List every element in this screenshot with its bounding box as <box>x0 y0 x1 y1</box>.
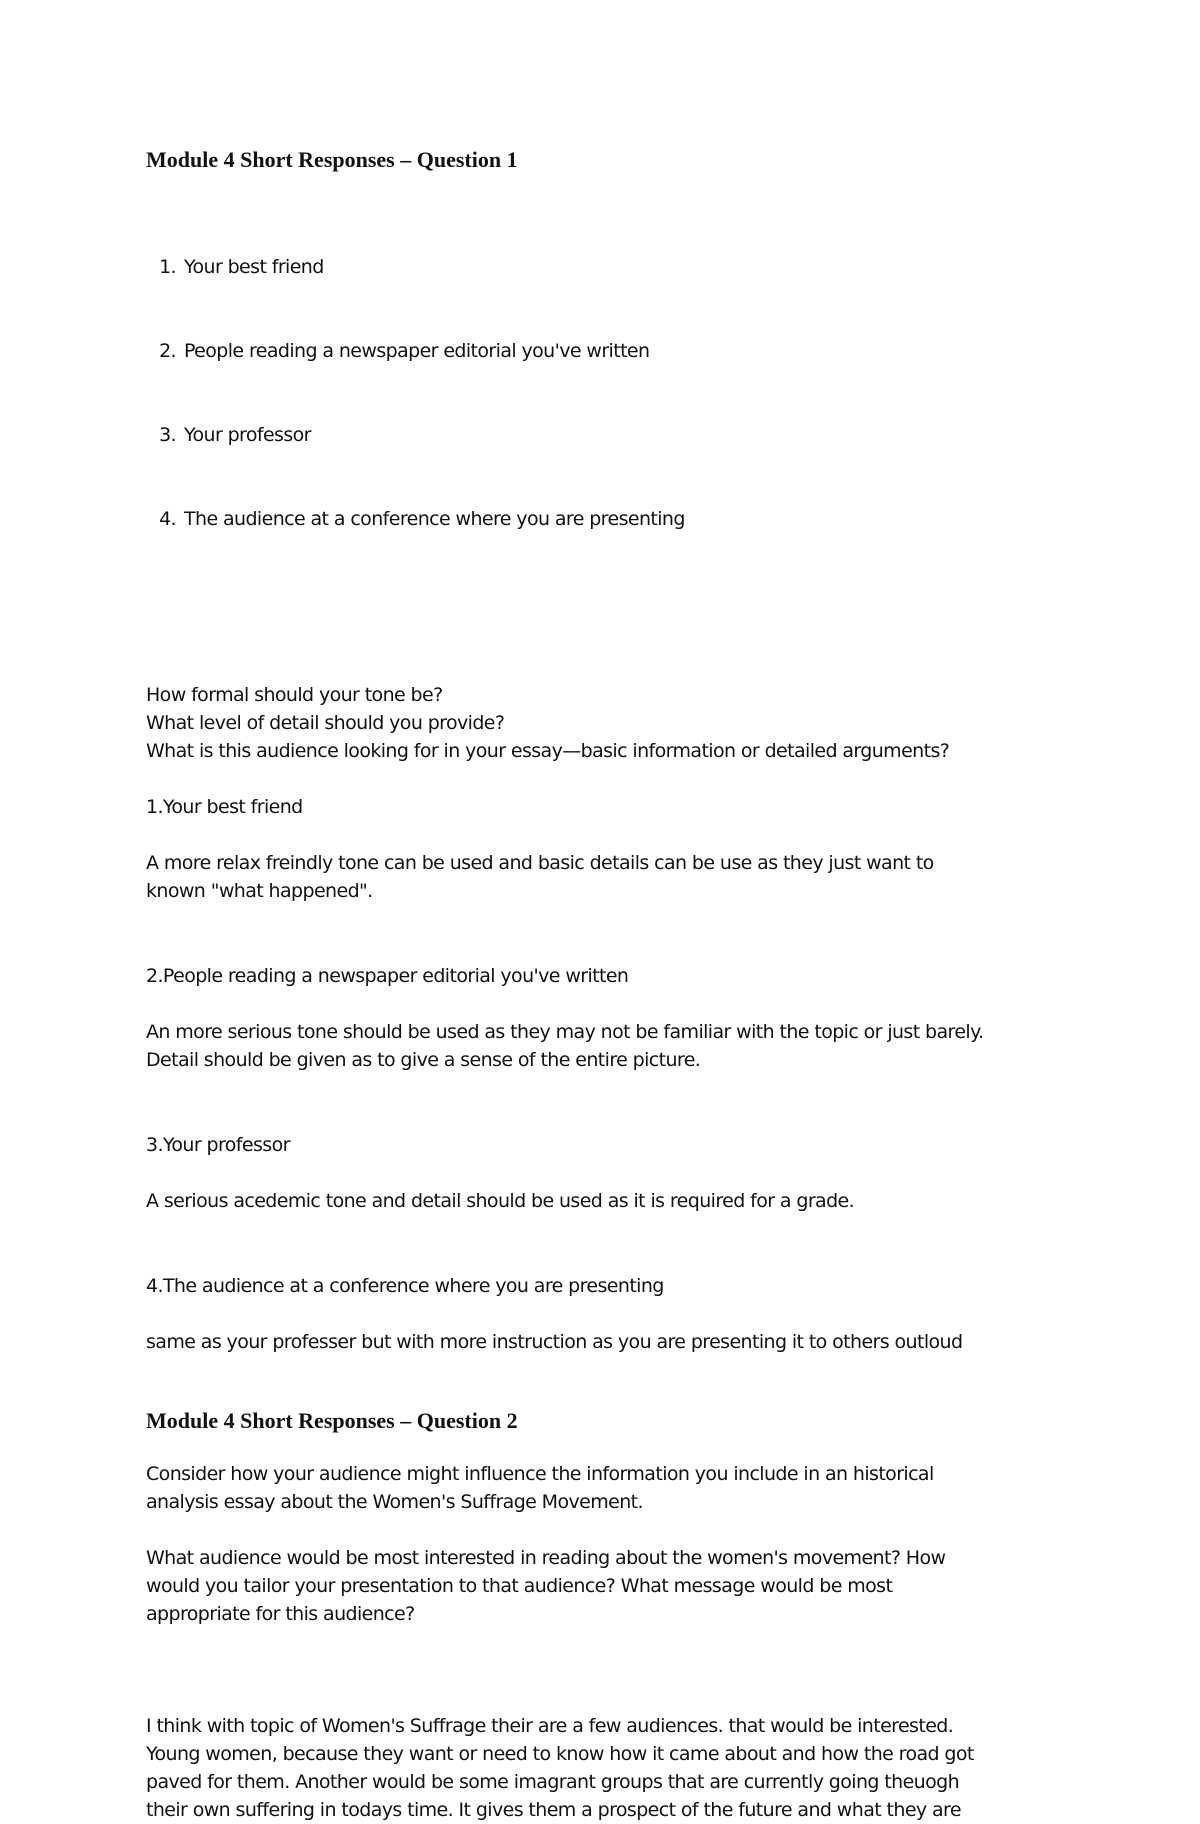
question-2-answer <box>146 1712 1086 1824</box>
question-line: appropriate for this audience? <box>146 1603 415 1625</box>
answer-line: A more relax freindly tone can be used and basic details can be use as they just want to <box>146 852 934 874</box>
prompt-line: analysis essay about the Women's Suffrage Movement. <box>146 1491 643 1513</box>
question-2-heading: Module 4 Short Responses – Question 2 <box>146 1408 518 1433</box>
list-item <box>146 505 1086 533</box>
answer-title: 4.The audience at a conference where you are presenting <box>146 1275 664 1297</box>
guiding-question: How formal should your tone be? <box>146 684 443 706</box>
question-1-heading: Module 4 Short Responses – Question 1 <box>146 147 518 172</box>
answer-line: Young women, because they want or need to know how it came about and how the road got <box>146 1743 974 1765</box>
answer-line: A serious acedemic tone and detail should be used as it is required for a grade. <box>146 1190 855 1212</box>
answer-line: An more serious tone should be used as they may not be familiar with the topic or just barely. <box>146 1021 984 1043</box>
prompt-line: Consider how your audience might influence the information you include in an historical <box>146 1463 934 1485</box>
question-line: would you tailor your presentation to that audience? What message would be most <box>146 1575 893 1597</box>
list-item-text: Your best friend <box>184 256 324 278</box>
answer-text <box>146 1018 1086 1074</box>
guiding-questions <box>146 681 1086 765</box>
question-2-questions <box>146 1544 1086 1628</box>
guiding-question: What is this audience looking for in your essay—basic information or detailed arguments? <box>146 740 950 762</box>
answer-line: known "what happened". <box>146 880 373 902</box>
list-item-text: People reading a newspaper editorial you've written <box>184 340 650 362</box>
audience-list <box>146 197 1086 589</box>
list-item-text: The audience at a conference where you are presenting <box>184 508 685 530</box>
list-item <box>146 421 1086 449</box>
answer-text <box>146 1328 1086 1356</box>
list-item-number: 3. <box>159 424 176 446</box>
list-item-number: 2. <box>159 340 176 362</box>
list-item <box>146 253 1086 281</box>
question-line: What audience would be most interested in reading about the women's movement? How <box>146 1547 946 1569</box>
list-item-number: 1. <box>159 256 176 278</box>
document-body <box>146 145 1086 1824</box>
answer-title: 1.Your best friend <box>146 796 303 818</box>
answer-line: paved for them. Another would be some imagrant groups that are currently going theuogh <box>146 1771 960 1793</box>
answer-text <box>146 849 1086 905</box>
answer-title: 3.Your professor <box>146 1134 290 1156</box>
list-item-number: 4. <box>159 508 176 530</box>
answer-title: 2.People reading a newspaper editorial you've written <box>146 965 629 987</box>
answer-line: I think with topic of Women's Suffrage their are a few audiences. that would be interested. <box>146 1715 954 1737</box>
answer-line: Detail should be given as to give a sense of the entire picture. <box>146 1049 701 1071</box>
answer-line: their own suffering in todays time. It gives them a prospect of the future and what they are <box>146 1799 961 1821</box>
guiding-question: What level of detail should you provide? <box>146 712 505 734</box>
question-2-prompt <box>146 1460 1086 1516</box>
answer-text <box>146 1187 1086 1215</box>
answer-line: same as your professer but with more instruction as you are presenting it to others outloud <box>146 1331 963 1353</box>
list-item <box>146 337 1086 365</box>
list-item-text: Your professor <box>184 424 311 446</box>
